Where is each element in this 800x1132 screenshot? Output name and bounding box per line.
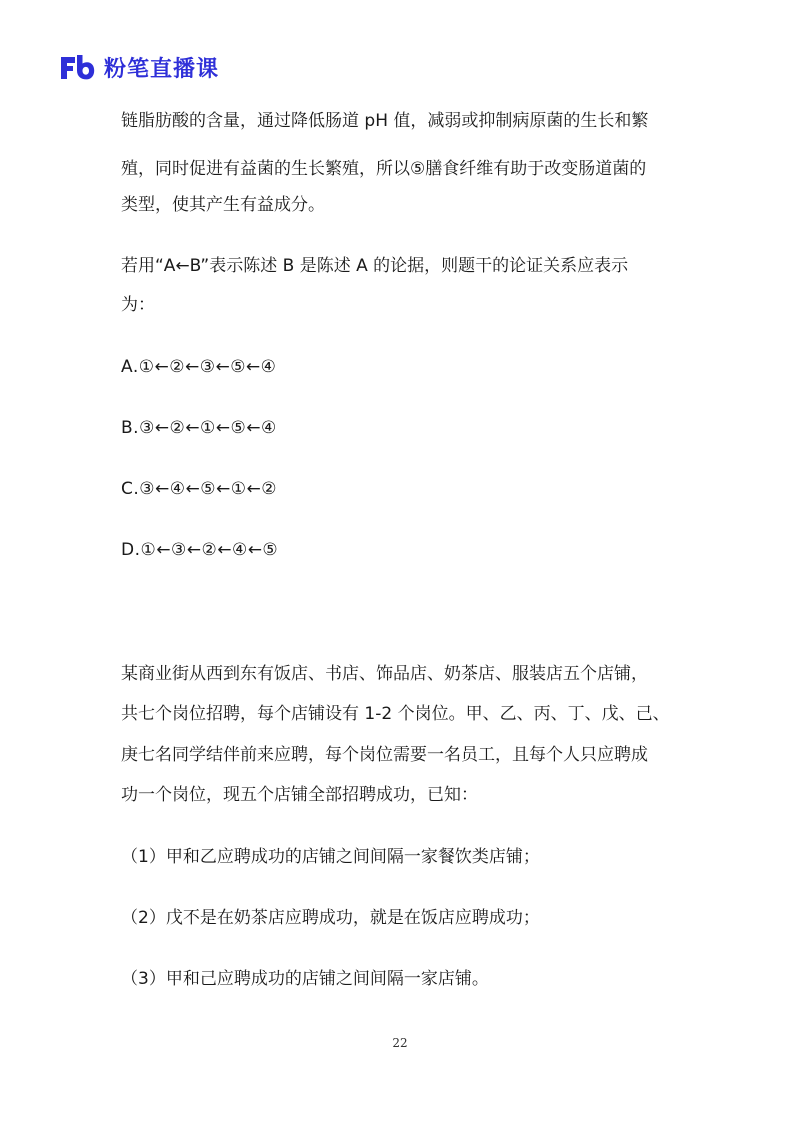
condition-1: （1）甲和乙应聘成功的店铺之间间隔一家餐饮类店铺；	[121, 847, 540, 867]
passage-line: 类型，使其产生有益成分。	[121, 195, 325, 215]
question-stem-line: 共七个岗位招聘，每个店铺设有 1-2 个岗位。甲、乙、丙、丁、戊、己、	[121, 704, 670, 724]
condition-3: （3）甲和己应聘成功的店铺之间间隔一家店铺。	[121, 969, 489, 989]
passage-line: 殖，同时促进有益菌的生长繁殖，所以⑤膳食纤维有助于改变肠道菌的	[121, 159, 647, 179]
condition-2: （2）戊不是在奶茶店应聘成功，就是在饭店应聘成功；	[121, 908, 540, 928]
page-header	[58, 50, 219, 84]
question-stem-line: 功一个岗位，现五个店铺全部招聘成功，已知：	[121, 785, 478, 805]
question-stem-line: 为：	[121, 295, 155, 315]
page-number: 22	[392, 1036, 408, 1050]
brand-name: 粉笔直播课	[104, 56, 220, 82]
option-b: B.③←②←①←⑤←④	[121, 418, 277, 438]
option-a: A.①←②←③←⑤←④	[121, 357, 277, 377]
question-stem-line: 某商业街从西到东有饭店、书店、饰品店、奶茶店、服装店五个店铺，	[121, 664, 648, 684]
question-stem-line: 庚七名同学结伴前来应聘，每个岗位需要一名员工，且每个人只应聘成	[121, 745, 648, 765]
question-stem-line: 若用“A←B”表示陈述 B 是陈述 A 的论据，则题干的论证关系应表示	[121, 256, 629, 276]
passage-line: 链脂肪酸的含量，通过降低肠道 pH 值，减弱或抑制病原菌的生长和繁	[121, 111, 649, 131]
fenbi-logo-icon	[58, 52, 96, 82]
option-d: D.①←③←②←④←⑤	[121, 540, 279, 560]
option-c: C.③←④←⑤←①←②	[121, 479, 277, 499]
